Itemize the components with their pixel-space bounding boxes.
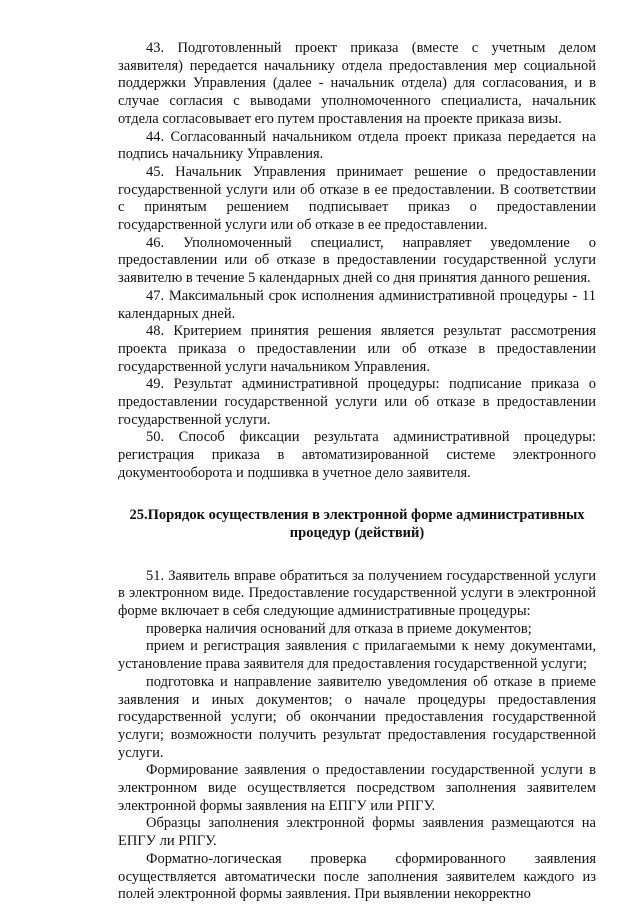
paragraph-45: 45. Начальник Управления принимает решение о предоставлении государственной услуги или об отказе в ее предоставлении. В соответствии с принятым решением подписывает приказ о предоставлении государственной услуги или об отказе в ее предоставлении. [118,163,596,234]
body-paragraph: Образцы заполнения электронной формы заявления размещаются на ЕПГУ ли РПГУ. [118,815,596,850]
list-item: подготовка и направление заявителю уведомления об отказе в приеме заявления и иных документов; о начале процедуры предоставления государственной услуги; об окончании предоставления государственной услуги; возможности получить результат предоставления государственной услуги. [118,673,596,761]
list-item: проверка наличия оснований для отказа в приеме документов; [146,620,532,637]
paragraph-44: 44. Согласованный начальником отдела проект приказа передается на подпись начальнику Управления. [118,128,596,163]
paragraph-50: 50. Способ фиксации результата административной процедуры: регистрация приказа в автоматизированной системе электронного документооборота и подшивка в учетное дело заявителя. [118,429,596,481]
paragraph-46: 46. Уполномоченный специалист, направляет уведомление о предоставлении или об отказе в предоставлении государственной услуги заявителю в течение 5 календарных дней со дня принятия данного решения. [118,234,596,287]
paragraph-47: 47. Максимальный срок исполнения административной процедуры - 11 календарных дней. [118,287,596,322]
list-item: прием и регистрация заявления с прилагаемыми к нему документами, установление права заявителя для предоставления государственной услуги; [118,638,596,673]
paragraph-43: 43. Подготовленный проект приказа (вместе с учетным делом заявителя) передается начальнику отдела предоставления мер социальной поддержки Управления (далее - начальник отдела) для согласования, и в случае согласия с выводами уполномоченного специалиста, начальник отдела согласовывает его путем проставления на проекте приказа визы. [118,40,596,127]
document-page [118,40,596,904]
paragraph-51: 51. Заявитель вправе обратиться за получением государственной услуги в электронном виде. Предоставление государственной услуги в электронной форме включает в себя следующие административные процедуры: [118,567,596,619]
body-paragraph: Формирование заявления о предоставлении государственной услуги в электронном виде осуществляется посредством заполнения заявителем электронной формы заявления на ЕПГУ или РПГУ. [118,762,596,814]
body-paragraph: Форматно-логическая проверка сформированного заявления осуществляется автоматически после заполнения заявителем каждого из полей электронной формы заявления. При выявлении некорректно [118,850,596,903]
paragraph-49: 49. Результат административной процедуры: подписание приказа о предоставлении государственной услуги или об отказе в предоставлении государственной услуги. [118,376,596,428]
paragraph-48: 48. Критерием принятия решения является результат рассмотрения проекта приказа о предоставлении или об отказе в предоставлении государственной услуги начальником Управления. [118,323,596,375]
section-heading: 25.Порядок осуществления в электронной форме административных процедур (действий) [129,506,585,541]
